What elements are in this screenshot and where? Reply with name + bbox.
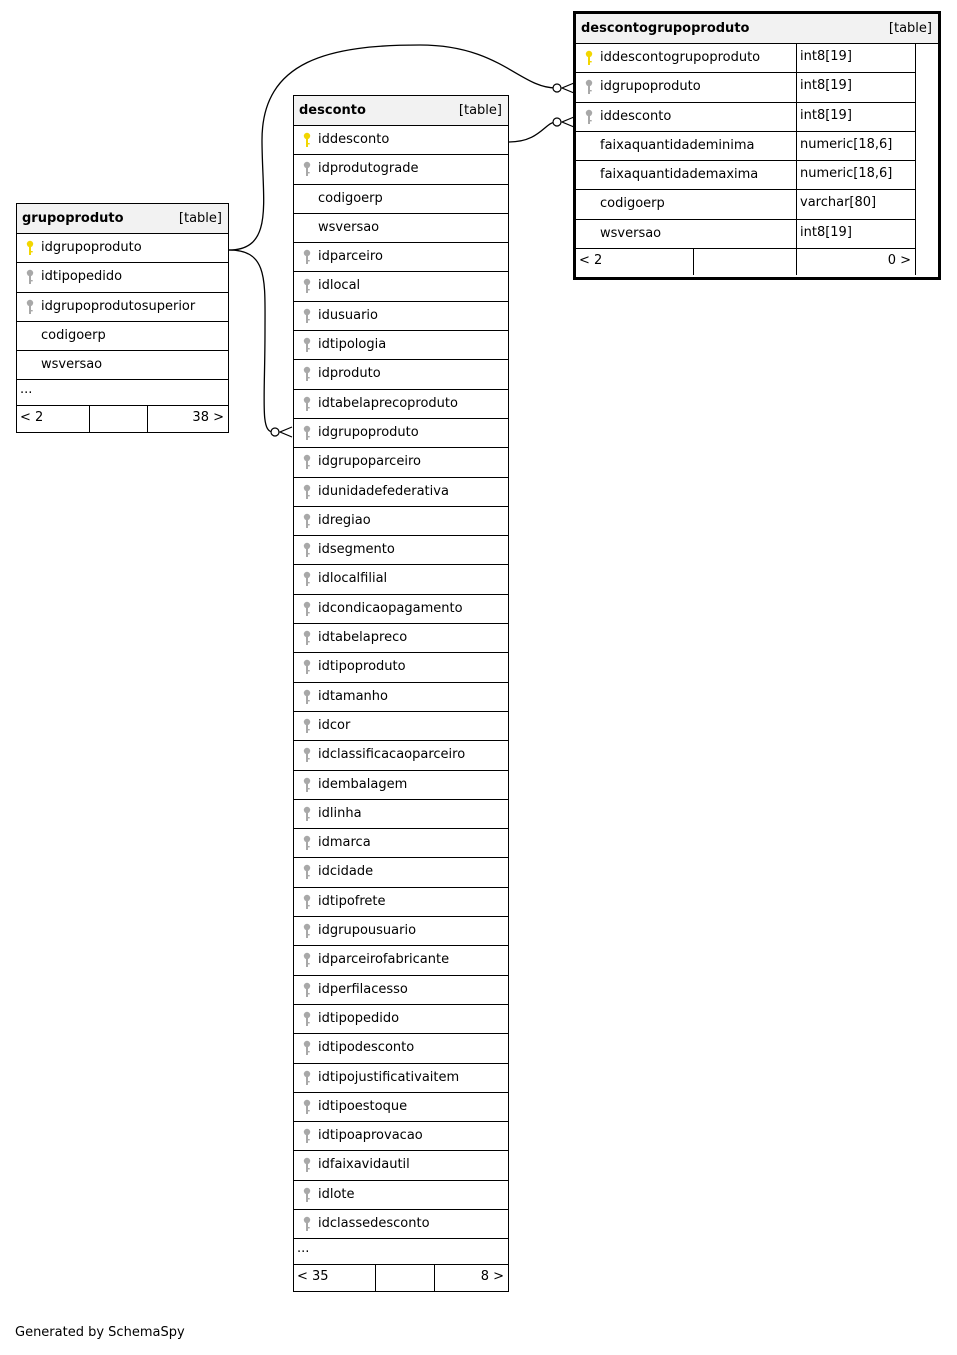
column-name: wsversao (41, 357, 103, 373)
column-name: idtipopedido (318, 1010, 400, 1026)
children-count[interactable]: 0 > (887, 253, 911, 269)
column-row[interactable] (17, 322, 228, 351)
column-row[interactable] (294, 448, 508, 477)
foreign-key-icon (302, 161, 312, 177)
foreign-key-icon (584, 79, 594, 95)
column-name: wsversao (600, 225, 662, 241)
foreign-key-icon (302, 952, 312, 968)
column-row[interactable] (294, 478, 508, 507)
foreign-key-icon (302, 366, 312, 382)
children-count[interactable]: 38 > (192, 410, 224, 426)
foreign-key-icon (302, 1216, 312, 1232)
column-name: faixaquantidademaxima (600, 167, 759, 183)
column-type: varchar[80] (800, 195, 877, 211)
generated-by-credit: Generated by SchemaSpy (15, 1325, 185, 1340)
column-name: idmarca (318, 835, 371, 851)
more-columns-ellipsis: ... (294, 1239, 508, 1265)
column-name: idtabelaprecoproduto (318, 395, 458, 411)
table-name[interactable]: grupoproduto (22, 211, 124, 226)
column-row[interactable] (576, 132, 915, 161)
column-name: codigoerp (318, 190, 383, 206)
column-row[interactable] (17, 351, 228, 380)
foreign-key-icon (302, 454, 312, 470)
column-row[interactable] (294, 214, 508, 243)
column-type: numeric[18,6] (800, 136, 893, 152)
table-footer (17, 406, 228, 432)
column-name: idclassificacaoparceiro (318, 747, 466, 763)
column-row[interactable] (294, 946, 508, 975)
column-row[interactable] (294, 185, 508, 214)
column-name: idprodutograde (318, 161, 419, 177)
column-row[interactable] (294, 976, 508, 1005)
column-row[interactable] (294, 653, 508, 682)
foreign-key-icon (302, 571, 312, 587)
column-row[interactable] (294, 771, 508, 800)
column-row[interactable] (294, 1210, 508, 1239)
foreign-key-icon (302, 806, 312, 822)
foreign-key-icon (302, 894, 312, 910)
column-name: idtabelapreco (318, 630, 408, 646)
foreign-key-icon (25, 299, 35, 315)
column-name: idgrupoprodutosuperior (41, 298, 196, 314)
column-name: idgrupousuario (318, 923, 417, 939)
column-type: int8[19] (800, 49, 852, 64)
column-row[interactable] (576, 220, 915, 249)
column-row[interactable] (576, 190, 915, 219)
column-name: idlocal (318, 278, 361, 294)
parents-count[interactable]: < 35 (297, 1269, 329, 1285)
foreign-key-icon (302, 484, 312, 500)
column-row[interactable] (294, 917, 508, 946)
foreign-key-icon (302, 601, 312, 617)
table-header (17, 204, 228, 234)
column-name: idtipoaprovacao (318, 1128, 423, 1144)
column-row[interactable] (294, 624, 508, 653)
primary-key-icon (584, 50, 594, 66)
column-row[interactable] (294, 741, 508, 770)
column-grid (576, 44, 916, 275)
column-row[interactable] (294, 858, 508, 887)
column-row[interactable] (294, 419, 508, 448)
column-name: idtipoproduto (318, 659, 406, 675)
primary-key-icon (25, 240, 35, 256)
table-grupoproduto[interactable] (16, 203, 229, 433)
table-header (576, 14, 938, 44)
column-name: idclassedesconto (318, 1215, 430, 1231)
table-type-tag: [table] (178, 211, 222, 226)
column-name: idcor (318, 717, 351, 733)
column-row[interactable] (294, 1034, 508, 1063)
column-row[interactable] (294, 565, 508, 594)
foreign-key-icon (302, 659, 312, 675)
column-row[interactable] (294, 829, 508, 858)
column-row[interactable] (294, 595, 508, 624)
foreign-key-icon (302, 747, 312, 763)
column-row[interactable] (294, 507, 508, 536)
column-name: idlinha (318, 805, 362, 821)
column-row[interactable] (17, 293, 228, 322)
foreign-key-icon (302, 864, 312, 880)
column-row[interactable] (294, 1151, 508, 1180)
column-row[interactable] (576, 73, 915, 102)
column-name: idtipofrete (318, 893, 386, 909)
foreign-key-icon (25, 269, 35, 285)
column-name: iddesconto (600, 108, 672, 124)
table-type-tag: [table] (888, 21, 932, 36)
foreign-key-icon (302, 425, 312, 441)
column-row[interactable] (294, 683, 508, 712)
column-row[interactable] (294, 302, 508, 331)
column-row[interactable] (294, 800, 508, 829)
foreign-key-icon (302, 1128, 312, 1144)
column-name: idsegmento (318, 542, 395, 558)
column-name: codigoerp (41, 327, 106, 343)
column-name: idcondicaopagamento (318, 600, 463, 616)
column-row[interactable] (17, 263, 228, 292)
table-footer (576, 249, 915, 275)
column-name: idusuario (318, 307, 378, 323)
column-name: idperfilacesso (318, 981, 408, 997)
link-optional-marker (271, 428, 279, 436)
column-row[interactable] (294, 243, 508, 272)
column-row[interactable] (294, 390, 508, 419)
column-name: idgrupoproduto (318, 424, 419, 440)
column-row[interactable] (576, 103, 915, 132)
column-row[interactable] (294, 360, 508, 389)
column-row[interactable] (576, 161, 915, 190)
link-grupoproduto-desconto (229, 250, 273, 432)
column-name: idtipoestoque (318, 1098, 408, 1114)
column-row[interactable] (294, 1005, 508, 1034)
column-row[interactable] (294, 331, 508, 360)
column-name: iddesconto (318, 132, 390, 147)
more-columns-ellipsis: ... (17, 380, 228, 406)
foreign-key-icon (302, 923, 312, 939)
link-optional-marker (553, 118, 561, 126)
foreign-key-icon (584, 109, 594, 125)
column-row[interactable] (294, 1181, 508, 1210)
foreign-key-icon (302, 1099, 312, 1115)
column-type: int8[19] (800, 107, 852, 123)
foreign-key-icon (302, 1070, 312, 1086)
column-name: iddescontogrupoproduto (600, 50, 761, 65)
column-name: faixaquantidademinima (600, 137, 755, 153)
column-name: idtamanho (318, 688, 388, 704)
column-row[interactable] (294, 712, 508, 741)
column-name: idproduto (318, 366, 381, 382)
column-type: int8[19] (800, 224, 852, 240)
column-row[interactable] (17, 234, 228, 263)
column-name: idparceirofabricante (318, 952, 450, 968)
column-list (17, 234, 228, 380)
children-count[interactable]: 8 > (480, 1269, 504, 1285)
parents-count[interactable]: < 2 (20, 410, 44, 426)
column-row[interactable] (576, 44, 915, 73)
column-name: idgrupoproduto (41, 240, 142, 255)
foreign-key-icon (302, 1187, 312, 1203)
foreign-key-icon (302, 249, 312, 265)
column-name: idlote (318, 1186, 355, 1202)
column-row[interactable] (294, 888, 508, 917)
column-name: wsversao (318, 219, 380, 235)
column-row[interactable] (294, 272, 508, 301)
column-name: codigoerp (600, 196, 665, 212)
column-name: idfaixavidautil (318, 1157, 410, 1173)
foreign-key-icon (302, 718, 312, 734)
foreign-key-icon (302, 835, 312, 851)
column-row[interactable] (294, 1064, 508, 1093)
column-name: idgrupoparceiro (318, 454, 421, 470)
column-name: idtipojustificativaitem (318, 1069, 460, 1085)
link-crowsfoot (280, 427, 292, 437)
table-desconto[interactable] (293, 95, 509, 1292)
foreign-key-icon (302, 278, 312, 294)
foreign-key-icon (302, 396, 312, 412)
column-row[interactable] (294, 155, 508, 184)
link-optional-marker (553, 84, 561, 92)
foreign-key-icon (302, 777, 312, 793)
parents-count[interactable]: < 2 (579, 253, 603, 269)
column-name: idlocalfilial (318, 571, 388, 587)
column-row[interactable] (294, 126, 508, 155)
column-name: idembalagem (318, 776, 408, 792)
foreign-key-icon (302, 308, 312, 324)
foreign-key-icon (302, 542, 312, 558)
column-row[interactable] (294, 1122, 508, 1151)
table-name[interactable]: descontogrupoproduto (581, 21, 750, 36)
table-header (294, 96, 508, 126)
foreign-key-icon (302, 513, 312, 529)
column-row[interactable] (294, 536, 508, 565)
column-row[interactable] (294, 1093, 508, 1122)
column-list (294, 126, 508, 1239)
foreign-key-icon (302, 982, 312, 998)
column-name: idtipodesconto (318, 1040, 415, 1056)
foreign-key-icon (302, 630, 312, 646)
column-type: int8[19] (800, 78, 852, 94)
column-name: idtipopedido (41, 269, 123, 285)
foreign-key-icon (302, 1157, 312, 1173)
foreign-key-icon (302, 337, 312, 353)
link-desconto-descontogrupoproduto (509, 122, 556, 142)
column-name: idtipologia (318, 337, 387, 353)
column-name: idparceiro (318, 249, 383, 265)
column-name: idcidade (318, 864, 374, 880)
foreign-key-icon (302, 1040, 312, 1056)
primary-key-icon (302, 132, 312, 148)
foreign-key-icon (302, 1011, 312, 1027)
column-name: idregiao (318, 512, 371, 528)
column-name: idgrupoproduto (600, 79, 701, 95)
column-name: idunidadefederativa (318, 483, 449, 499)
foreign-key-icon (302, 689, 312, 705)
column-list (576, 44, 915, 249)
table-name[interactable]: desconto (299, 103, 366, 118)
column-type: numeric[18,6] (800, 166, 893, 182)
table-type-tag: [table] (458, 103, 502, 118)
table-footer (294, 1265, 508, 1291)
table-descontogrupoproduto[interactable] (573, 11, 941, 280)
